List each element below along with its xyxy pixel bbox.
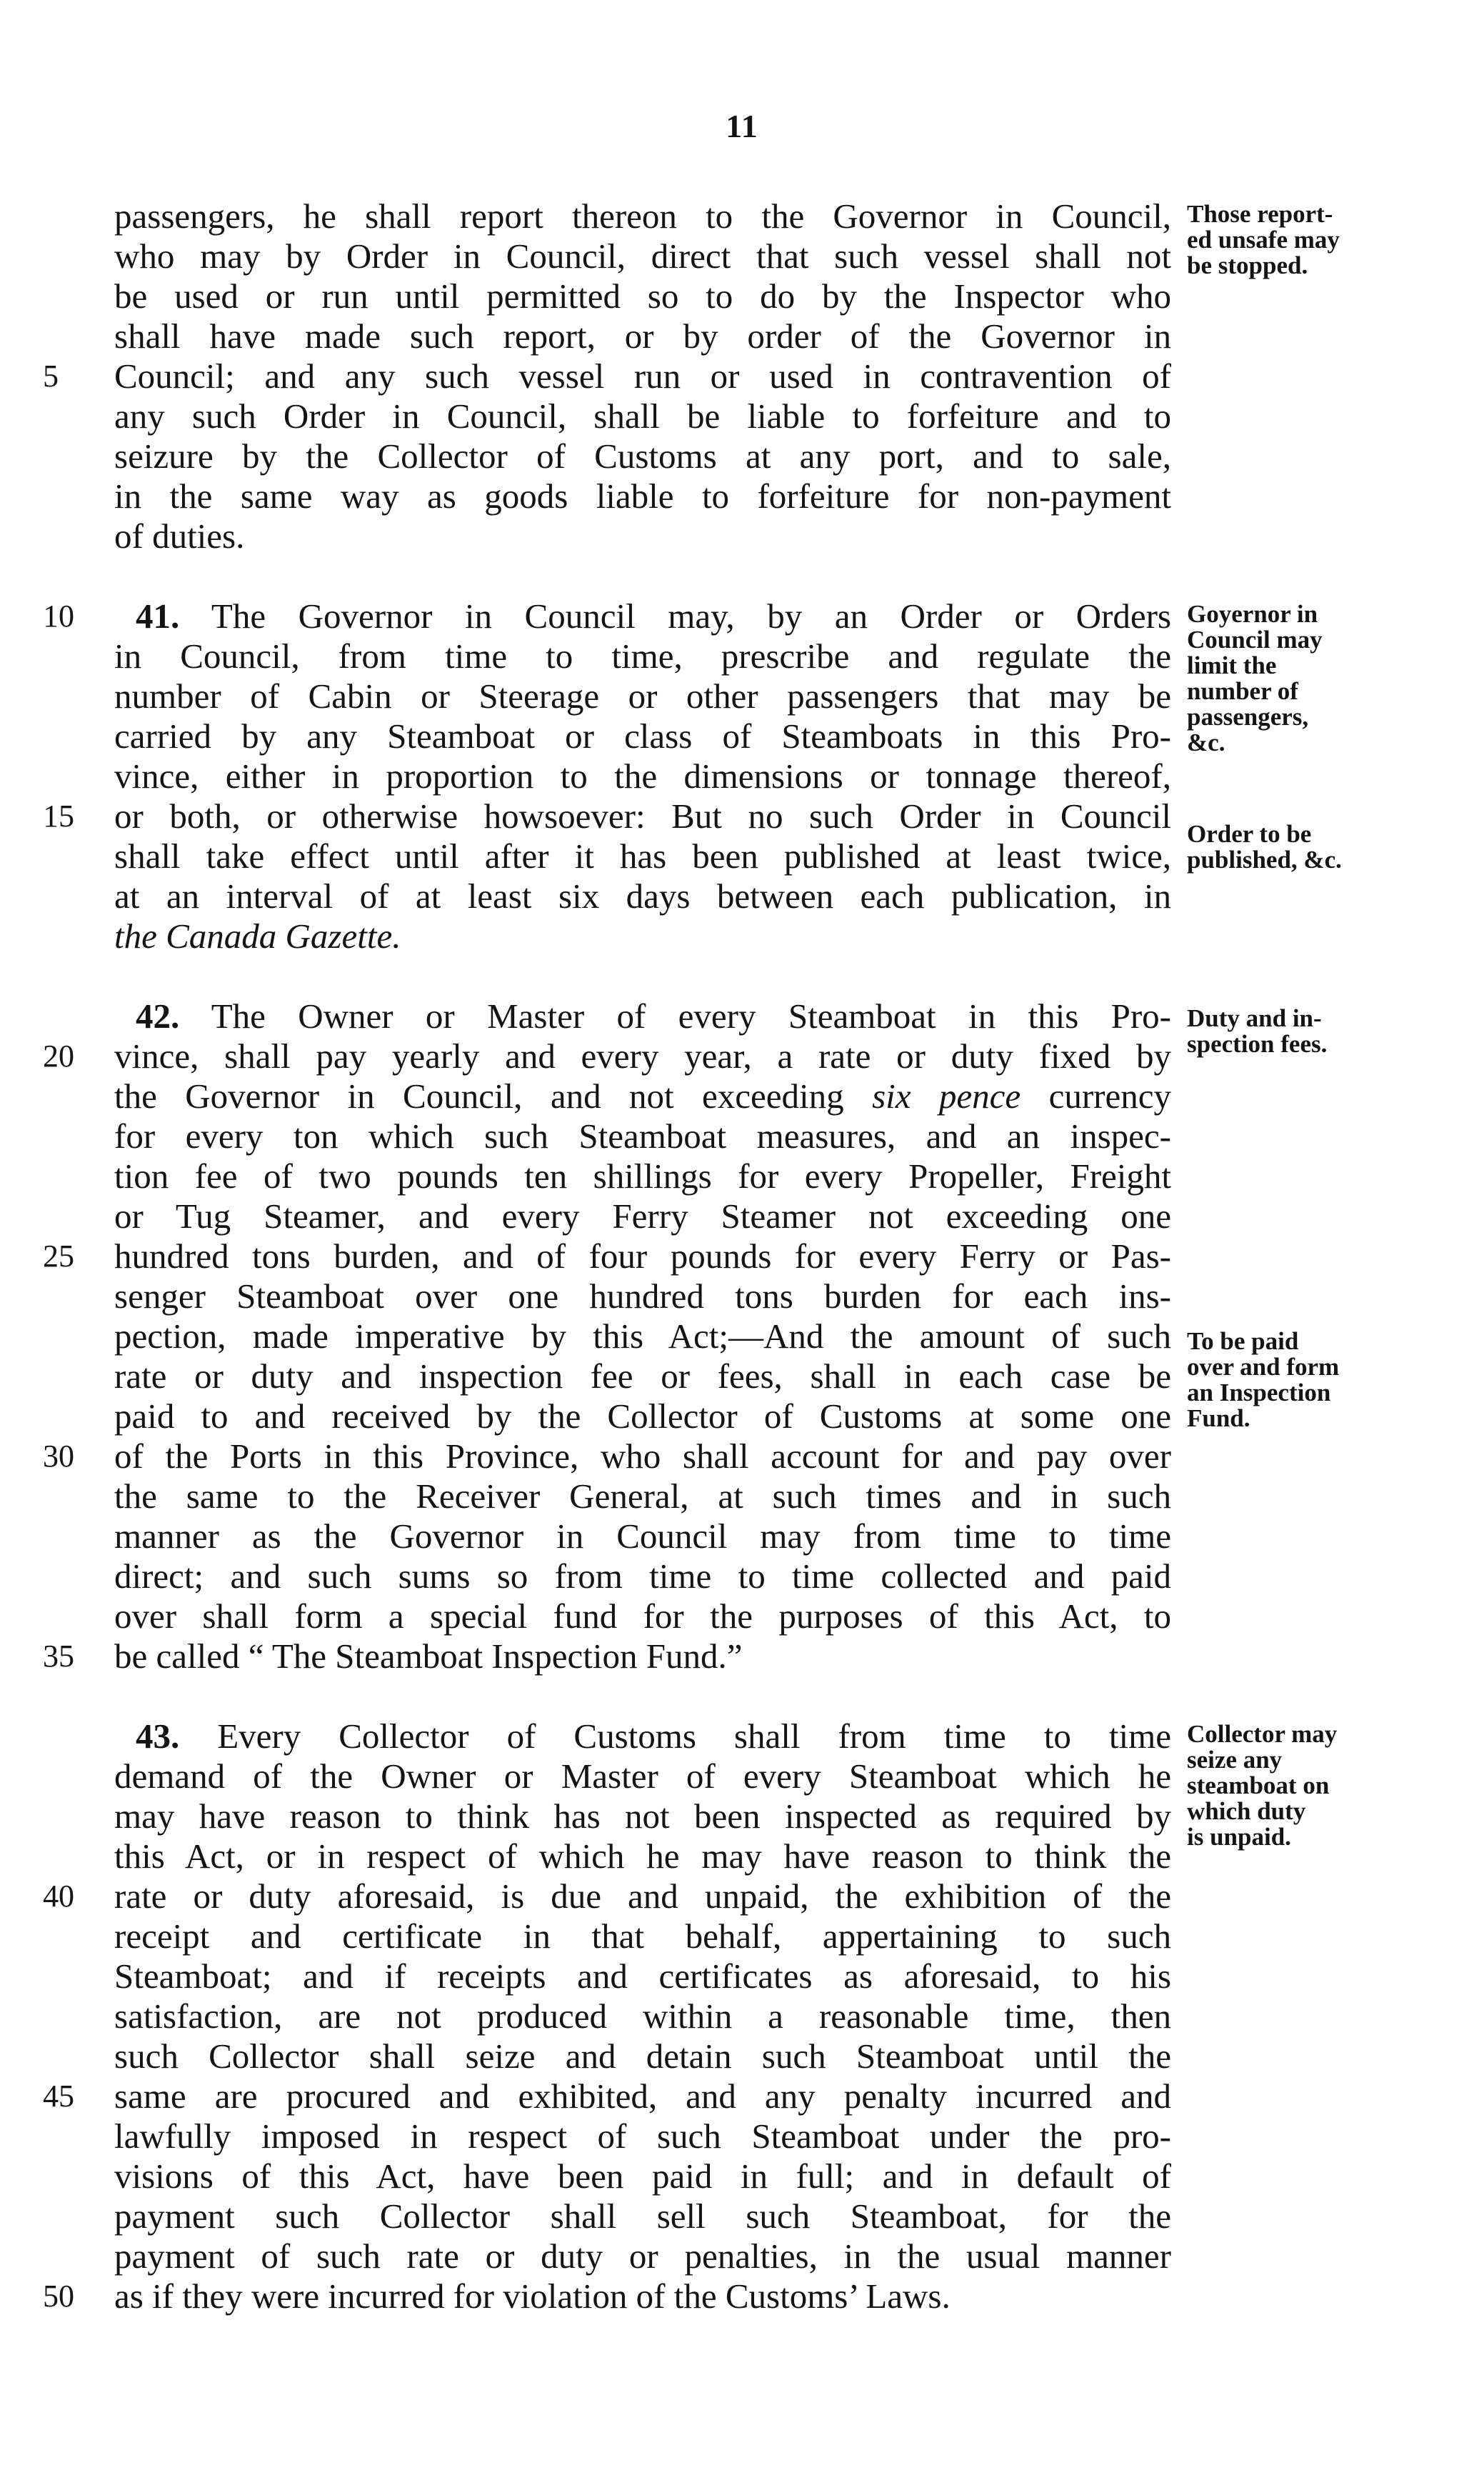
line-number: 35 bbox=[43, 1639, 74, 1674]
text-line: rate or duty aforesaid, is due and unpaid, the exhibition of the bbox=[114, 1876, 1171, 1916]
line-number: 45 bbox=[43, 2079, 74, 2114]
text-line: vince, shall pay yearly and every year, a rate or duty fixed by bbox=[114, 1036, 1171, 1076]
text-line: this Act, or in respect of which he may have reason to think the bbox=[114, 1836, 1171, 1876]
line-number: 50 bbox=[43, 2279, 74, 2314]
text-line: of the Ports in this Province, who shall account for and pay over bbox=[114, 1436, 1171, 1476]
text-line: in Council, from time to time, prescribe and regulate the bbox=[114, 636, 1171, 676]
section-number: 43. bbox=[136, 1716, 180, 1756]
text-line: as if they were incurred for violation of the Customs’ Laws. bbox=[114, 2276, 951, 2316]
text-line: in the same way as goods liable to forfeiture for non-payment bbox=[114, 476, 1171, 516]
margin-note: Goyernor in Council may limit the number of passengers, &c. bbox=[1187, 600, 1323, 756]
text-line: for every ton which such Steamboat measures, and an inspec- bbox=[114, 1116, 1171, 1156]
text-line: carried by any Steamboat or class of Steamboats in this Pro- bbox=[114, 716, 1171, 756]
text-line: payment such Collector shall sell such Steamboat, for the bbox=[114, 2196, 1171, 2236]
text-line: such Collector shall seize and detain such Steamboat until the bbox=[114, 2036, 1171, 2076]
text-line: over shall form a special fund for the purposes of this Act, to bbox=[114, 1596, 1171, 1636]
page-number: 11 bbox=[726, 108, 758, 144]
line-number: 25 bbox=[43, 1239, 74, 1274]
text-line: rate or duty and inspection fee or fees, shall in each case be bbox=[114, 1356, 1171, 1396]
text-line: payment of such rate or duty or penalties, in the usual manner bbox=[114, 2236, 1171, 2276]
line-number: 10 bbox=[43, 599, 74, 634]
text-line: Steamboat; and if receipts and certificates as aforesaid, to his bbox=[114, 1956, 1171, 1996]
text-line: any such Order in Council, shall be liable to forfeiture and to bbox=[114, 396, 1171, 436]
text-line: direct; and such sums so from time to time collected and paid bbox=[114, 1556, 1171, 1596]
text-line: lawfully imposed in respect of such Steamboat under the pro- bbox=[114, 2116, 1171, 2156]
text-line: receipt and certificate in that behalf, appertaining to such bbox=[114, 1916, 1171, 1956]
section-number: 42. bbox=[136, 996, 180, 1036]
text-line: who may by Order in Council, direct that such vessel shall not bbox=[114, 236, 1171, 276]
text-line: pection, made imperative by this Act;—And the amount of such bbox=[114, 1316, 1171, 1356]
text-line: vince, either in proportion to the dimensions or tonnage thereof, bbox=[114, 756, 1171, 796]
text-line: manner as the Governor in Council may from time to time bbox=[114, 1516, 1171, 1556]
text-line: shall take effect until after it has been published at least twice, bbox=[114, 836, 1171, 876]
text-line: at an interval of at least six days between each publication, in bbox=[114, 876, 1171, 916]
text-line: passengers, he shall report thereon to the Governor in Council, bbox=[114, 196, 1171, 236]
line-number: 30 bbox=[43, 1439, 74, 1474]
text-line: 42. The Owner or Master of every Steamboat in this Pro- bbox=[136, 996, 1171, 1036]
text-line: 43. Every Collector of Customs shall from time to time bbox=[136, 1716, 1171, 1756]
text-line: the Governor in Council, and not exceeding six pence currency bbox=[114, 1076, 1171, 1116]
text-line: number of Cabin or Steerage or other passengers that may be bbox=[114, 676, 1171, 716]
text-line: visions of this Act, have been paid in full; and in default of bbox=[114, 2156, 1171, 2196]
text-line: shall have made such report, or by order of the Governor in bbox=[114, 316, 1171, 356]
line-number: 40 bbox=[43, 1879, 74, 1914]
text-line: the Canada Gazette. bbox=[114, 916, 401, 956]
text-line: hundred tons burden, and of four pounds for every Ferry or Pas- bbox=[114, 1236, 1171, 1276]
section-number: 41. bbox=[136, 596, 180, 636]
margin-note: Those report- ed unsafe may be stopped. bbox=[1187, 200, 1340, 279]
margin-note: To be paid over and form an Inspection Fund. bbox=[1187, 1327, 1340, 1432]
text-line: Council; and any such vessel run or used in contravention of bbox=[114, 356, 1171, 396]
text-line: satisfaction, are not produced within a reasonable time, then bbox=[114, 1996, 1171, 2036]
margin-note: Duty and in- spection fees. bbox=[1187, 1004, 1328, 1058]
text-line: the same to the Receiver General, at such times and in such bbox=[114, 1476, 1171, 1516]
text-line: be called “ The Steamboat Inspection Fund.” bbox=[114, 1636, 743, 1676]
text-line: same are procured and exhibited, and any penalty incurred and bbox=[114, 2076, 1171, 2116]
text-line: or both, or otherwise howsoever: But no such Order in Council bbox=[114, 796, 1171, 836]
line-number: 5 bbox=[43, 359, 59, 394]
line-number: 20 bbox=[43, 1039, 74, 1074]
margin-note: Collector may seize any steamboat on which duty is unpaid. bbox=[1187, 1720, 1338, 1851]
text-line: of duties. bbox=[114, 516, 245, 556]
text-line: 41. The Governor in Council may, by an Order or Orders bbox=[136, 596, 1171, 636]
text-line: may have reason to think has not been inspected as required by bbox=[114, 1796, 1171, 1836]
text-line: be used or run until permitted so to do by the Inspector who bbox=[114, 276, 1171, 316]
text-line: demand of the Owner or Master of every Steamboat which he bbox=[114, 1756, 1171, 1796]
line-number: 15 bbox=[43, 799, 74, 834]
text-line: or Tug Steamer, and every Ferry Steamer not exceeding one bbox=[114, 1196, 1171, 1236]
text-line: seizure by the Collector of Customs at any port, and to sale, bbox=[114, 436, 1171, 476]
text-line: paid to and received by the Collector of Customs at some one bbox=[114, 1396, 1171, 1436]
text-line: tion fee of two pounds ten shillings for every Propeller, Freight bbox=[114, 1156, 1171, 1196]
text-line: senger Steamboat over one hundred tons burden for each ins- bbox=[114, 1276, 1171, 1316]
margin-note: Order to be published, &c. bbox=[1187, 820, 1342, 874]
